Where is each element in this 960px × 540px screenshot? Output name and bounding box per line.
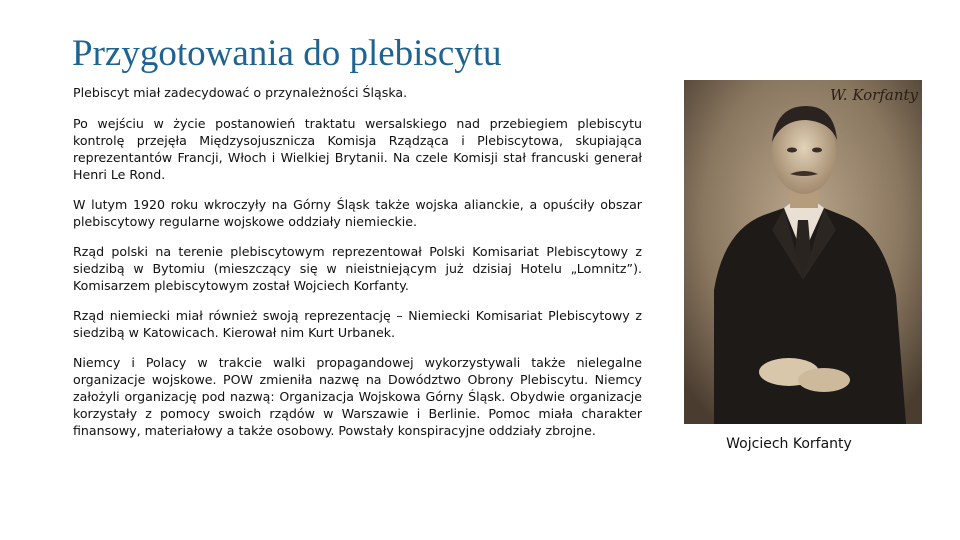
paragraph-polish-commissariat: Rząd polski na terenie plebiscytowym reprezentował Polski Komisariat Plebiscytowy z siedzibą w Bytomiu (mieszczący się w nieistniejącym już dzisiaj Hotelu „Lomnitz”). Komisarzem plebiscytowym został Wojciech Korfanty. [73,244,642,293]
portrait-caption: Wojciech Korfanty [726,436,852,452]
portrait-photo [684,80,922,424]
portrait-signature: W. Korfanty [830,86,918,104]
slide-title: Przygotowania do plebiscytu [72,33,502,74]
paragraph-allied-troops: W lutym 1920 roku wkroczyły na Górny Śląsk także wojska alianckie, a opuściły obszar plebiscytowy regularne wojskowe oddziały niemieckie. [73,197,642,229]
paragraph-commission: Po wejściu w życie postanowień traktatu wersalskiego nad przebiegiem plebiscytu kontrolę przejęła Międzysojusznicza Komisja Rządząca i Plebiscytowa, skupiająca reprezentantów Francji, Włoch i Wielkiej Brytanii. Na czele Komisji stał francuski generał Henri Le Rond. [73,116,642,182]
paragraph-german-commissariat: Rząd niemiecki miał również swoją reprezentację – Niemiecki Komisariat Plebiscytowy z siedzibą w Katowicach. Kierował nim Kurt Urbanek. [73,308,642,340]
body-text [73,84,642,452]
paragraph-intro: Plebiscyt miał zadecydować o przynależności Śląska. [73,85,408,100]
paragraph-military-organizations: Niemcy i Polacy w trakcie walki propagandowej wykorzystywali także nielegalne organizacje wojskowe. POW zmieniła nazwę na Dowództwo Obrony Plebiscytu. Niemcy założyli organizację pod nazwą: Organizacja Wojskowa Górny Śląsk. Obydwie organizacje korzystały z pomocy swoich rządów w Warszawie i Berlinie. Pomoc miała charakter finansowy, materiałowy a także osobowy. Powstały konspiracyjne oddziały zbrojne. [73,355,642,438]
